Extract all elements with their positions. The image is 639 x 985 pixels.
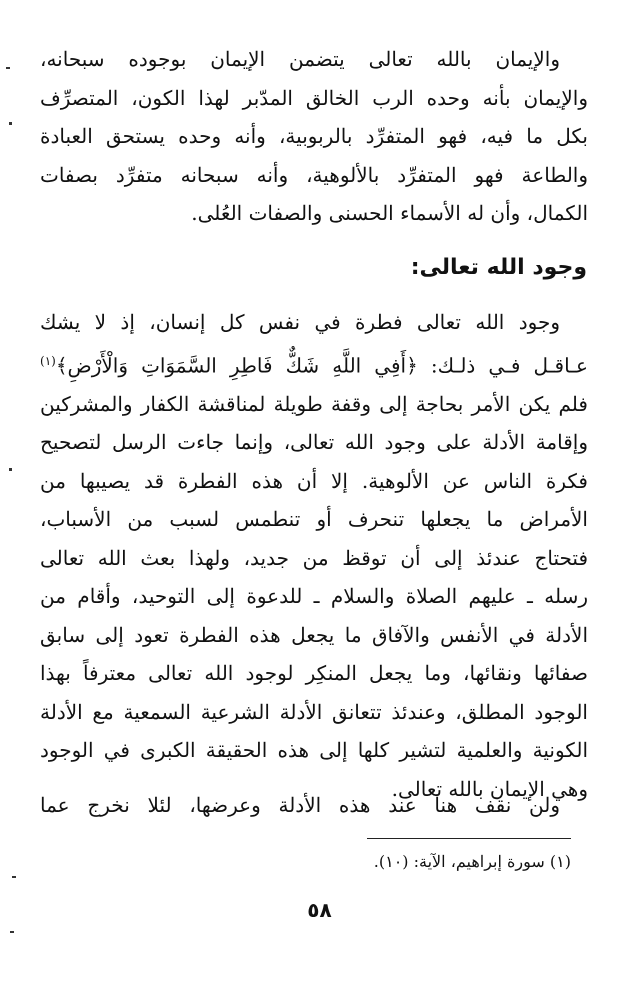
paragraph-faith-in-god [40, 40, 588, 233]
text-line: والطاعة فهو المتفرِّد بالألوهية، وأنه سبحانه متفرِّد بصفات [40, 162, 588, 187]
text-line: الكمال، وأن له الأسماء الحسنى والصفات العُلى. [191, 201, 588, 225]
section-heading: وجود الله تعالى: [410, 255, 587, 280]
text-line-with-verse [40, 342, 588, 385]
text-line: الوجود المطلق، وعندئذ تتعانق الأدلة الشرعية السمعية مع الأدلة [40, 699, 588, 724]
text-line: صفائها ونقائها، وما يجعل المنكِر لوجود الله تعالى معترفاً بهذا [40, 661, 588, 686]
scan-mark [9, 122, 12, 125]
text-line: والإيمان بأنه وحده الرب الخالق المدّبر لهذا الكون، المتصرِّف [40, 85, 588, 110]
text-line: فتحتاج عندئذ إلى أن توقظ من جديد، ولهذا بعث الله تعالى [40, 545, 588, 570]
paragraph-continuation [40, 786, 588, 825]
scan-mark [6, 67, 10, 69]
text-line: رسله ـ عليهم الصلاة والسلام ـ للدعوة إلى التوحيد، وأقام من [40, 584, 588, 609]
footnote-reference: (١) [40, 353, 56, 368]
footnote: (١) سورة إبراهيم، الآية: (١٠). [373, 852, 571, 871]
text-line: بكل ما فيه، فهو المتفرِّد بالربوبية، وأنه وحده يستحق العبادة [40, 124, 588, 148]
paragraph-existence-of-god [40, 303, 588, 808]
page-number: ٥٨ [307, 898, 332, 922]
footnote-divider [367, 838, 571, 839]
text-line: وجود الله تعالى فطرة في نفس كل إنسان، إذ لا يشك [40, 310, 560, 334]
text-line: والإيمان بالله تعالى يتضمن الإيمان بوجوده سبحانه، [40, 47, 560, 71]
text-line: ولن نقف هنا عند هذه الأدلة وعرضها، لئلا نخرج عما [40, 793, 560, 817]
text-line: وهي الإيمان بالله تعالى. [391, 776, 588, 801]
text-line: الأمراض ما يجعلها تنحرف أو تنطمس لسبب من الأسباب، [40, 507, 588, 532]
scan-mark [10, 931, 14, 933]
scan-mark [9, 468, 12, 471]
text-line: وإقامة الأدلة على وجود الله تعالى، وإنما جاءت الرسل لتصحيح [40, 430, 588, 455]
text-line: الأدلة في الأنفس والآفاق ما يجعل هذه الفطرة تعود إلى سابق [40, 622, 588, 647]
text-line: فكرة الناس عن الألوهية. إلا أن هذه الفطرة قد يصيبها من [40, 468, 588, 493]
scan-mark [12, 876, 16, 878]
quran-verse-line: عـاقـل فـي ذلـك: ﴿أَفِي اللَّهِ شَكٌّ فَاطِرِ السَّمَوَاتِ وَالْأَرْضِ﴾ [55, 353, 588, 378]
text-line: الكونية والعلمية لتشير كلها إلى هذه الحقيقة الكبرى في الوجود [40, 738, 588, 763]
text-line: فلم يكن الأمر بحاجة إلى وقفة طويلة لمناقشة الكفار والمشركين [40, 391, 588, 416]
